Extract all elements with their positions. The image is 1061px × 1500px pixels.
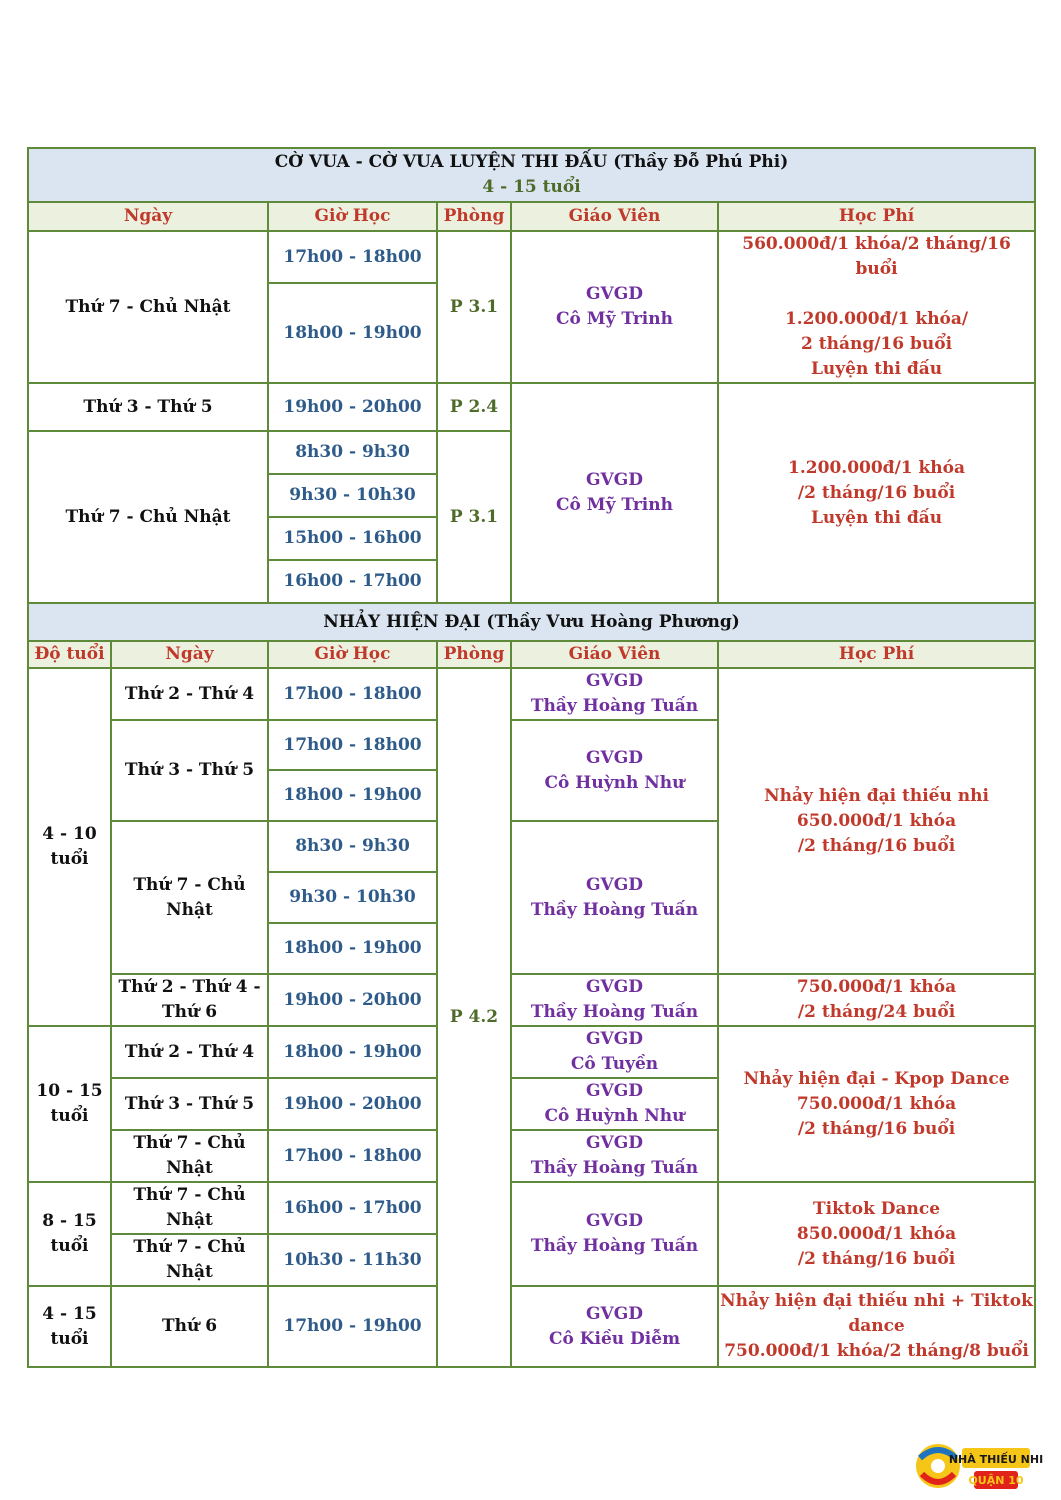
- chess-teacher-2: GVGD Cô Mỹ Trinh: [511, 383, 718, 603]
- dance-time-2a: 17h00 - 18h00: [268, 720, 437, 770]
- chess-time-6: 15h00 - 16h00: [268, 517, 437, 560]
- dance-day-5: Thứ 2 - Thứ 4: [111, 1026, 268, 1078]
- header-age: Độ tuổi: [28, 641, 111, 668]
- chess-section-title: CỜ VUA - CỜ VUA LUYỆN THI ĐẤU (Thầy Đỗ Phú Phi) 4 - 15 tuổi: [28, 148, 1035, 202]
- dance-section-title: NHẢY HIỆN ĐẠI (Thầy Vưu Hoàng Phương): [28, 603, 1035, 641]
- dance-time-3a: 8h30 - 9h30: [268, 821, 437, 872]
- dance-teacher-8: GVGD Thầy Hoàng Tuấn: [511, 1182, 718, 1286]
- dance-time-3c: 18h00 - 19h00: [268, 923, 437, 974]
- dance-teacher-2: GVGD Cô Huỳnh Như: [511, 720, 718, 821]
- chess-time-4: 8h30 - 9h30: [268, 431, 437, 474]
- chess-room-2: P 2.4: [437, 383, 511, 431]
- header-time: Giờ Học: [268, 641, 437, 668]
- dance-fee-4-combo: Nhảy hiện đại thiếu nhi + Tiktok dance 750.000đ/1 khóa/2 tháng/8 buổi: [718, 1286, 1035, 1367]
- dance-fee-4: 750.000đ/1 khóa /2 tháng/24 buổi: [718, 974, 1035, 1026]
- dance-day-6: Thứ 3 - Thứ 5: [111, 1078, 268, 1130]
- header-day: Ngày: [28, 202, 268, 231]
- dance-day-3: Thứ 7 - Chủ Nhật: [111, 821, 268, 974]
- header-day: Ngày: [111, 641, 268, 668]
- chess-room-1: P 3.1: [437, 231, 511, 383]
- schedule-table: [27, 147, 1036, 1368]
- dance-teacher-4: GVGD Thầy Hoàng Tuấn: [511, 974, 718, 1026]
- dance-day-9: Thứ 7 - Chủ Nhật: [111, 1234, 268, 1286]
- dance-age-3: 8 - 15 tuổi: [28, 1182, 111, 1286]
- header-fee: Học Phí: [718, 202, 1035, 231]
- logo: [912, 1438, 1044, 1494]
- dance-time-5: 18h00 - 19h00: [268, 1026, 437, 1078]
- chess-day-1: Thứ 7 - Chủ Nhật: [28, 231, 268, 383]
- dance-fee-3: Tiktok Dance 850.000đ/1 khóa /2 tháng/16 buổi: [718, 1182, 1035, 1286]
- dance-teacher-5: GVGD Cô Tuyền: [511, 1026, 718, 1078]
- chess-day-3: Thứ 7 - Chủ Nhật: [28, 431, 268, 603]
- header-room: Phòng: [437, 641, 511, 668]
- header-room: Phòng: [437, 202, 511, 231]
- header-teacher: Giáo Viên: [511, 641, 718, 668]
- chess-teacher-1: GVGD Cô Mỹ Trinh: [511, 231, 718, 383]
- logo-line2: QUẬN 10: [968, 1474, 1024, 1487]
- dance-fee-1: Nhảy hiện đại thiếu nhi 650.000đ/1 khóa /2 tháng/16 buổi: [718, 668, 1035, 974]
- dance-time-3b: 9h30 - 10h30: [268, 872, 437, 923]
- chess-fee-1: 560.000đ/1 khóa/2 tháng/16 buổi 1.200.000đ/1 khóa/ 2 tháng/16 buổi Luyện thi đấu: [718, 231, 1035, 383]
- dance-age-4: 4 - 15 tuổi: [28, 1286, 111, 1367]
- dance-teacher-3: GVGD Thầy Hoàng Tuấn: [511, 821, 718, 974]
- dance-teacher-1: GVGD Thầy Hoàng Tuấn: [511, 668, 718, 720]
- dance-teacher-6: GVGD Cô Huỳnh Như: [511, 1078, 718, 1130]
- chess-time-1: 17h00 - 18h00: [268, 231, 437, 283]
- dance-day-4: Thứ 2 - Thứ 4 - Thứ 6: [111, 974, 268, 1026]
- chess-time-2: 18h00 - 19h00: [268, 283, 437, 383]
- dance-day-8: Thứ 7 - Chủ Nhật: [111, 1182, 268, 1234]
- chess-time-5: 9h30 - 10h30: [268, 474, 437, 517]
- dance-time-1: 17h00 - 18h00: [268, 668, 437, 720]
- dance-day-10: Thứ 6: [111, 1286, 268, 1367]
- dance-day-7: Thứ 7 - Chủ Nhật: [111, 1130, 268, 1182]
- dance-time-8: 16h00 - 17h00: [268, 1182, 437, 1234]
- dance-time-2b: 18h00 - 19h00: [268, 770, 437, 821]
- logo-line1: NHÀ THIẾU NHI: [948, 1453, 1044, 1466]
- dance-day-2: Thứ 3 - Thứ 5: [111, 720, 268, 821]
- dance-room: P 4.2: [437, 668, 511, 1367]
- dance-time-7: 17h00 - 18h00: [268, 1130, 437, 1182]
- dance-age-1: 4 - 10 tuổi: [28, 668, 111, 1026]
- chess-day-2: Thứ 3 - Thứ 5: [28, 383, 268, 431]
- dance-age-2: 10 - 15 tuổi: [28, 1026, 111, 1182]
- header-teacher: Giáo Viên: [511, 202, 718, 231]
- dance-time-6: 19h00 - 20h00: [268, 1078, 437, 1130]
- header-time: Giờ Học: [268, 202, 437, 231]
- dance-teacher-10: GVGD Cô Kiều Diễm: [511, 1286, 718, 1367]
- chess-fee-2: 1.200.000đ/1 khóa /2 tháng/16 buổi Luyện thi đấu: [718, 383, 1035, 603]
- dance-time-9: 10h30 - 11h30: [268, 1234, 437, 1286]
- chess-room-3: P 3.1: [437, 431, 511, 603]
- dance-time-4: 19h00 - 20h00: [268, 974, 437, 1026]
- dance-day-1: Thứ 2 - Thứ 4: [111, 668, 268, 720]
- chess-time-7: 16h00 - 17h00: [268, 560, 437, 603]
- dance-fee-2: Nhảy hiện đại - Kpop Dance 750.000đ/1 khóa /2 tháng/16 buổi: [718, 1026, 1035, 1182]
- dance-time-10: 17h00 - 19h00: [268, 1286, 437, 1367]
- logo-emblem-icon: [916, 1444, 960, 1488]
- header-fee: Học Phí: [718, 641, 1035, 668]
- dance-teacher-7: GVGD Thầy Hoàng Tuấn: [511, 1130, 718, 1182]
- chess-time-3: 19h00 - 20h00: [268, 383, 437, 431]
